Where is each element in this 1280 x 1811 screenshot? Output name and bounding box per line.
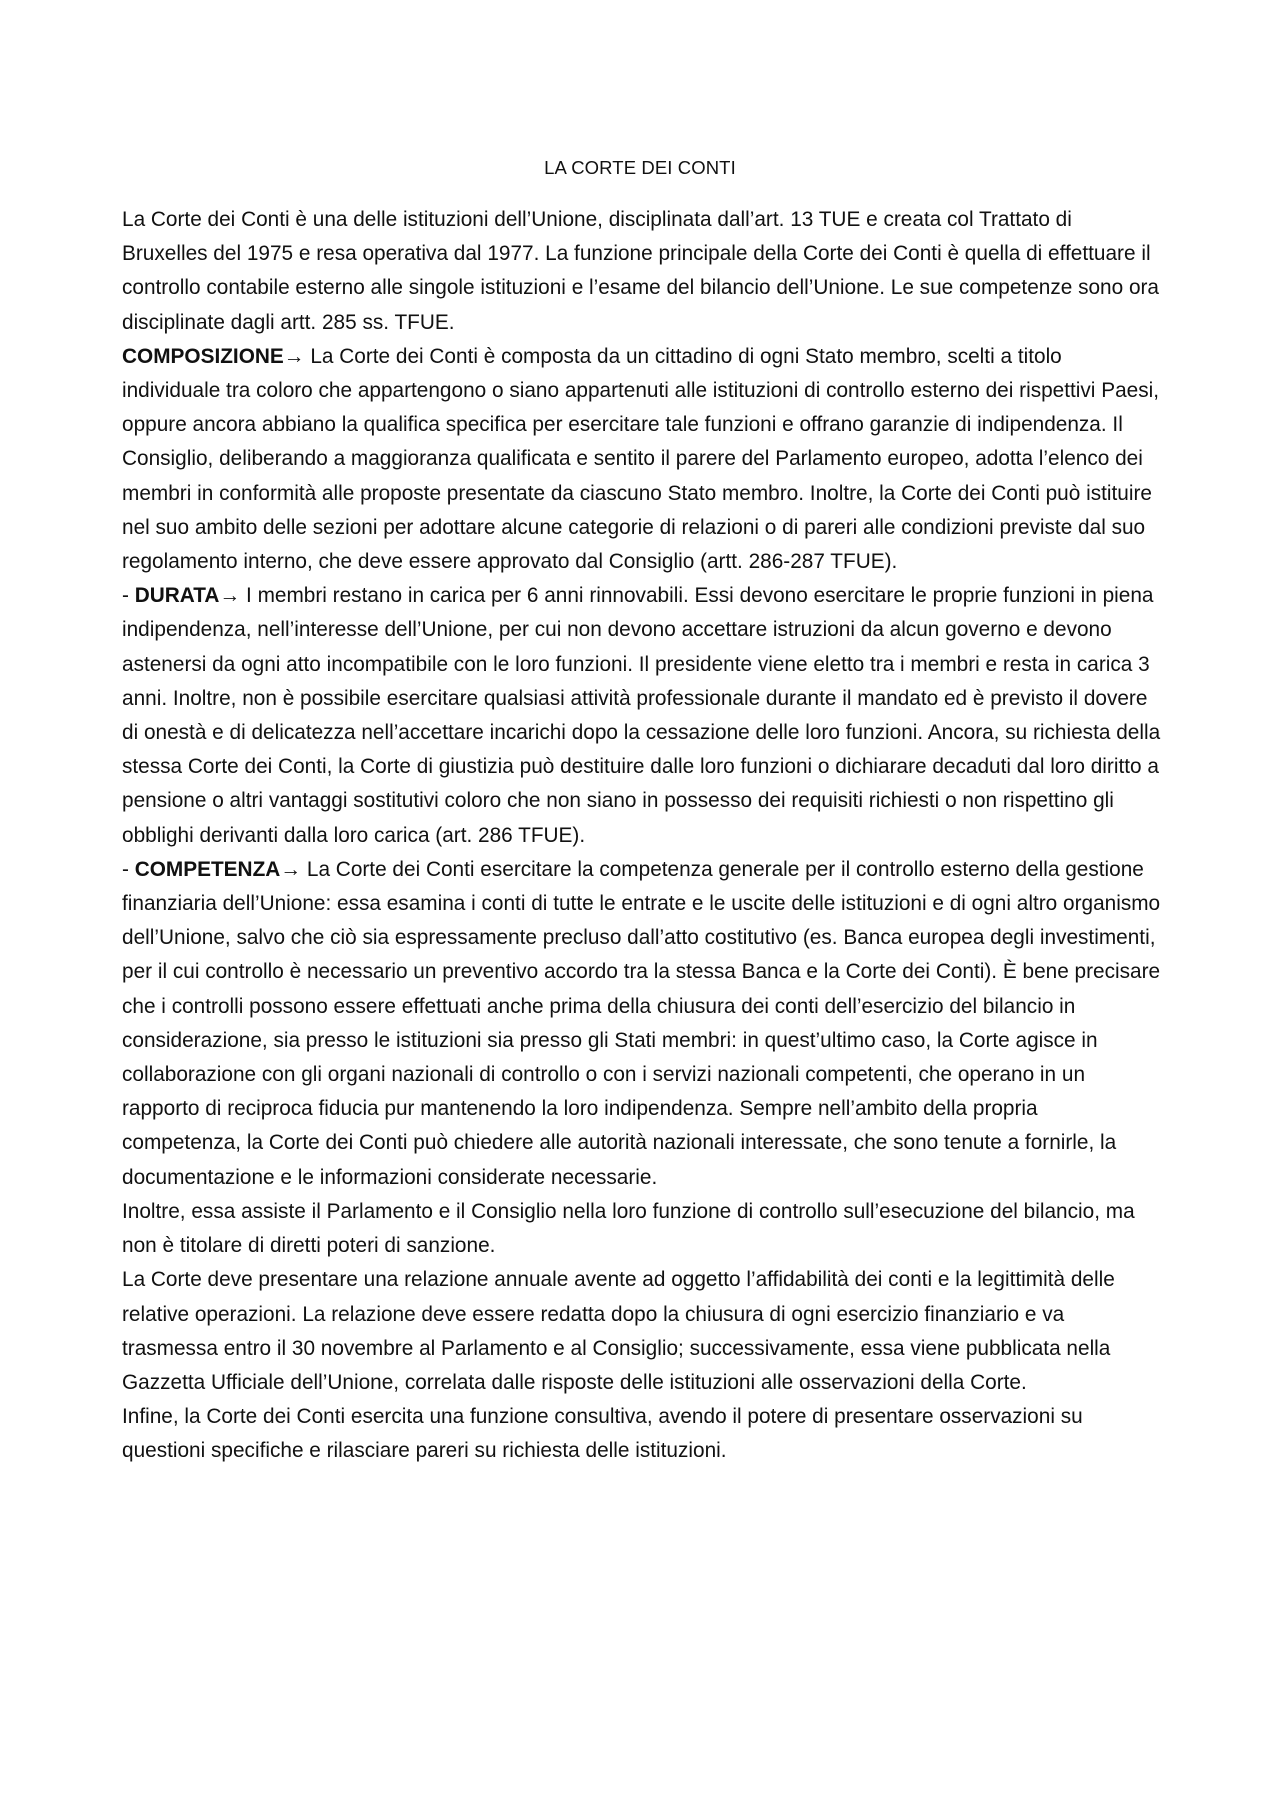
arrow-icon: →: [283, 344, 305, 368]
durata-label: DURATA: [134, 584, 220, 608]
assist-paragraph: Inoltre, essa assiste il Parlamento e il Consiglio nella loro funzione di controllo sull’esecuzione del bilancio, ma non è titolare di diretti poteri di sanzione.: [122, 1199, 1135, 1258]
durata-prefix: -: [122, 584, 135, 608]
durata-text: I membri restano in carica per 6 anni rinnovabili. Essi devono esercitare le proprie funzioni in piena indipendenza, nell’interesse dell’Unione, per cui non devono accettare istruzioni da alcun governo e devono astenersi da ogni atto incompatibile con le loro funzioni. Il presidente viene eletto tra i membri e resta in carica 3 anni. Inoltre, non è possibile esercitare qualsiasi attività professionale durante il mandato ed è previsto il dovere di onestà e di delicatezza nell’accettare incarichi dopo la cessazione delle loro funzioni. Ancora, su richiesta della stessa Corte dei Conti, la Corte di giustizia può destituire dalle loro funzioni o dichiarare decaduti dal loro diritto a pensione o altri vantaggi sostitutivi coloro che non siano in possesso dei requisiti richiesti o non rispettino gli obblighi derivanti dalla loro carica (art. 286 TFUE).: [122, 584, 1161, 847]
arrow-icon: →: [219, 584, 241, 608]
consultiva-paragraph: Infine, la Corte dei Conti esercita una funzione consultiva, avendo il potere di presentare osservazioni su questioni specifiche e rilasciare pareri su richiesta delle istituzioni.: [122, 1405, 1083, 1463]
relazione-paragraph: La Corte deve presentare una relazione annuale avente ad oggetto l’affidabilità dei conti e la legittimità delle relative operazioni. La relazione deve essere redatta dopo la chiusura di ogni esercizio finanziario e va trasmessa entro il 30 novembre al Parlamento e al Consiglio; successivamente, essa viene pubblicata nella Gazzetta Ufficiale dell’Unione, correlata dalle risposte delle istituzioni alle osservazioni della Corte.: [122, 1268, 1115, 1394]
competenza-label: COMPETENZA: [134, 857, 281, 881]
document-body: [122, 203, 1162, 1469]
document-title: LA CORTE DEI CONTI: [544, 157, 736, 178]
arrow-icon: →: [280, 857, 302, 881]
competenza-text: La Corte dei Conti esercitare la competenza generale per il controllo esterno della gestione finanziaria dell’Unione: essa esamina i conti di tutte le entrate e le uscite delle istituzioni e di ogni altro organismo dell’Unione, salvo che ciò sia espressamente precluso dall’atto costitutivo (es. Banca europea degli investimenti, per il cui controllo è necessario un preventivo accordo tra la stessa Banca e la Corte dei Conti). È bene precisare che i controlli possono essere effettuati anche prima della chiusura dei conti dell’esercizio del bilancio in considerazione, sia presso le istituzioni sia presso gli Stati membri: in quest’ultimo caso, la Corte agisce in collaborazione con gli organi nazionali di controllo o con i servizi nazionali competenti, che operano in un rapporto di reciproca fiducia pur mantenendo la loro indipendenza. Sempre nell’ambito della propria competenza, la Corte dei Conti può chiedere alle autorità nazionali interessate, che sono tenute a fornirle, la documentazione e le informazioni considerate necessarie.: [122, 857, 1161, 1189]
composizione-text: La Corte dei Conti è composta da un cittadino di ogni Stato membro, scelti a titolo individuale tra coloro che appartengono o siano appartenuti alle istituzioni di controllo esterno dei rispettivi Paesi, oppure ancora abbiano la qualifica specifica per esercitare tale funzioni e offrano garanzie di indipendenza. Il Consiglio, deliberando a maggioranza qualificata e sentito il parere del Parlamento europeo, adotta l’elenco dei membri in conformità alle proposte presentate da ciascuno Stato membro. Inoltre, la Corte dei Conti può istituire nel suo ambito delle sezioni per adottare alcune categorie di relazioni o di pareri alle condizioni previste dal suo regolamento interno, che deve essere approvato dal Consiglio (artt. 286-287 TFUE).: [122, 344, 1160, 574]
competenza-prefix: -: [122, 857, 135, 881]
composizione-paragraph: [122, 340, 1162, 579]
durata-paragraph: [122, 579, 1162, 853]
composizione-label: COMPOSIZIONE: [122, 344, 284, 368]
competenza-paragraph: [122, 853, 1162, 1195]
intro-paragraph: La Corte dei Conti è una delle istituzioni dell’Unione, disciplinata dall’art. 13 TUE e creata col Trattato di Bruxelles del 1975 e resa operativa dal 1977. La funzione principale della Corte dei Conti è quella di effettuare il controllo contabile esterno alle singole istituzioni e l’esame del bilancio dell’Unione. Le sue competenze sono ora disciplinate dagli artt. 285 ss. TFUE.: [122, 208, 1160, 334]
